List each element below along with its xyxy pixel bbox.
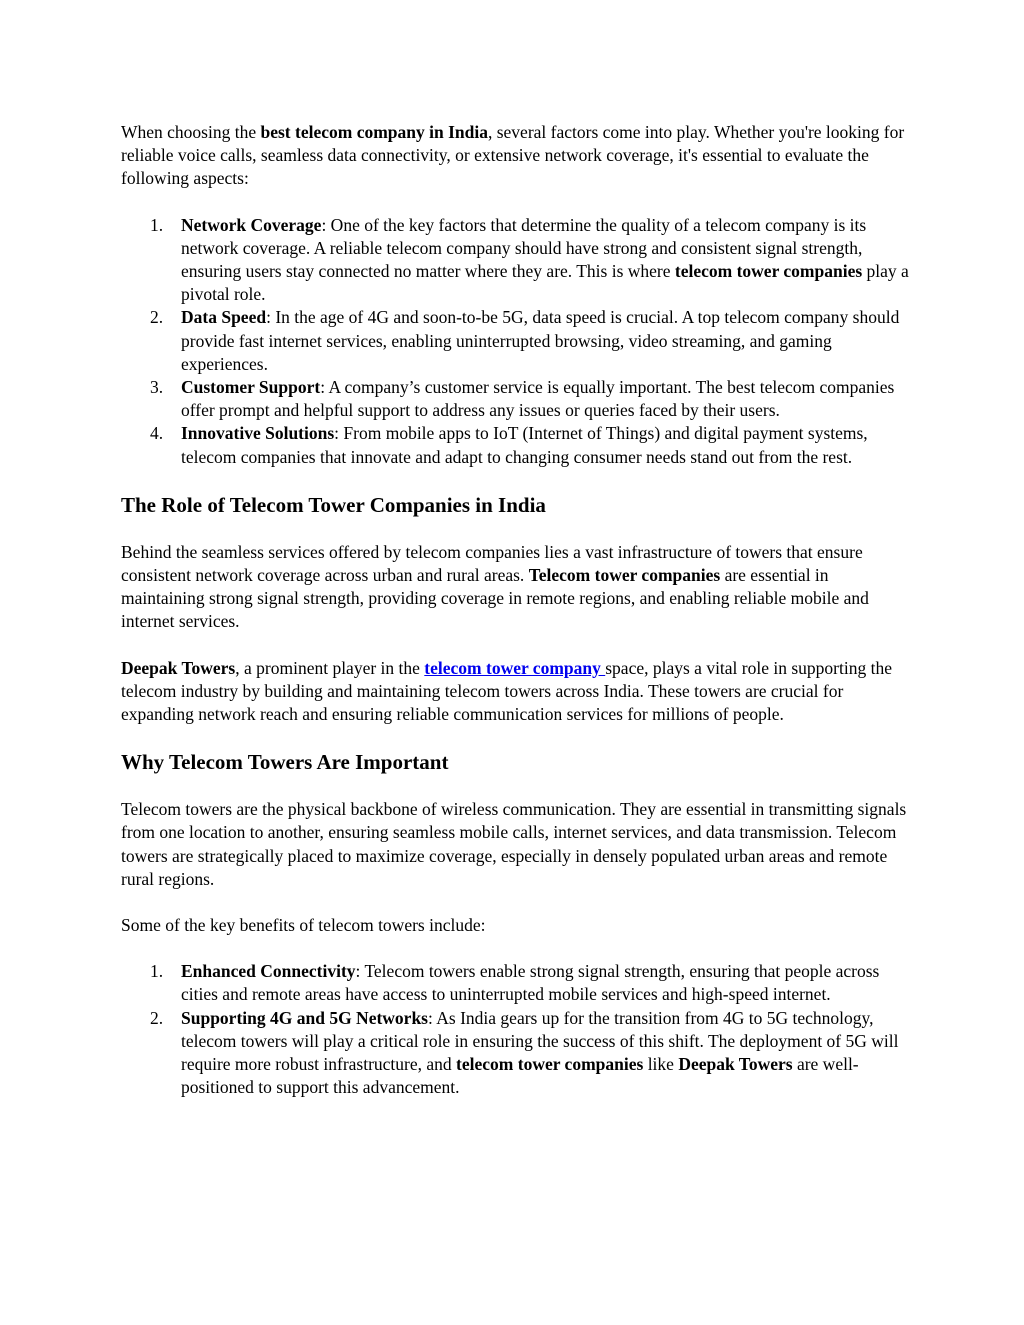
role-paragraph bbox=[121, 541, 911, 634]
deepak-paragraph bbox=[121, 657, 911, 727]
list-item-bold: Deepak Towers bbox=[678, 1054, 793, 1075]
list-item bbox=[121, 1007, 911, 1100]
list-item-text: : As India gears up for the transition from 4G to 5G technology, telecom towers will play a critical role in ensuring the success of this shift. The deployment of 5G will require more robust infrastructure, and bbox=[181, 1007, 899, 1075]
list-item-title: Enhanced Connectivity bbox=[181, 961, 356, 982]
list-item-text: are well-positioned to support this advancement. bbox=[181, 1054, 859, 1098]
list-item bbox=[121, 960, 911, 1006]
list-number: 1. bbox=[150, 961, 164, 982]
role-text-continued: are essential in maintaining strong signal strength, providing coverage in remote regions, and enabling reliable mobile and internet services. bbox=[121, 565, 869, 632]
deepak-bold-name: Deepak Towers bbox=[121, 657, 236, 678]
list-number: 2. bbox=[150, 307, 164, 328]
intro-bold-keyword: best telecom company in India bbox=[260, 122, 488, 142]
deepak-text-continued: space, plays a vital role in supporting the telecom industry by building and maintaining telecom towers across India. These towers are crucial for expanding network reach and ensuring reliable communication services for millions of people. bbox=[121, 657, 892, 725]
list-item-title: Supporting 4G and 5G Networks bbox=[181, 1007, 428, 1028]
benefits-intro: Some of the key benefits of telecom towers include: bbox=[121, 915, 486, 936]
intro-text: When choosing the bbox=[121, 122, 261, 142]
intro-paragraph bbox=[121, 121, 911, 191]
role-text: Behind the seamless services offered by telecom companies lies a vast infrastructure of towers that ensure consistent network coverage across urban and rural areas. bbox=[121, 541, 863, 586]
list-item-title: Data Speed bbox=[181, 307, 267, 328]
list-item-text: : A company’s customer service is equally important. The best telecom companies offer prompt and helpful support to address any issues or queries faced by their users. bbox=[181, 377, 895, 421]
list-number: 4. bbox=[150, 423, 164, 444]
list-item bbox=[121, 422, 911, 468]
list-number: 3. bbox=[150, 377, 164, 398]
list-item-text: : In the age of 4G and soon-to-be 5G, data speed is crucial. A top telecom company should provide fast internet services, enabling uninterrupted browsing, video streaming, and gaming experiences. bbox=[181, 307, 900, 374]
list-item-bold: telecom tower companies bbox=[456, 1054, 644, 1075]
list-item-bold: telecom tower companies bbox=[674, 261, 863, 282]
list-number: 1. bbox=[150, 214, 164, 235]
list-item-text: : One of the key factors that determine the quality of a telecom company is its network coverage. A reliable telecom company should have strong and consistent signal strength, ensuring users stay connected no matter where they are. This is where bbox=[181, 214, 867, 282]
section-heading-role: The Role of Telecom Tower Companies in India bbox=[121, 492, 546, 517]
section-heading-why: Why Telecom Towers Are Important bbox=[121, 750, 449, 775]
list-number: 2. bbox=[150, 1007, 164, 1028]
telecom-tower-company-link[interactable]: telecom tower company bbox=[424, 657, 606, 678]
list-item bbox=[121, 214, 911, 307]
document-page bbox=[121, 121, 911, 1100]
list-item-text: play a pivotal role. bbox=[181, 261, 909, 305]
list-item bbox=[121, 376, 911, 422]
list-item bbox=[121, 306, 911, 376]
role-bold-keyword: Telecom tower companies bbox=[528, 565, 721, 586]
benefits-list bbox=[121, 960, 911, 1099]
why-paragraph: Telecom towers are the physical backbone of wireless communication. They are essential in transmitting signals from one location to another, ensuring seamless mobile calls, internet services, and data transmission. Telecom towers are strategically placed to maximize coverage, especially in densely populated urban areas and remote rural regions. bbox=[121, 799, 907, 889]
factors-list bbox=[121, 214, 911, 469]
intro-text-continued: , several factors come into play. Whether you're looking for reliable voice calls, seamless data connectivity, or extensive network coverage, it's essential to evaluate the following aspects: bbox=[121, 122, 905, 189]
list-item-title: Innovative Solutions bbox=[181, 423, 335, 444]
deepak-text: , a prominent player in the bbox=[235, 657, 425, 678]
list-item-title: Network Coverage bbox=[181, 214, 322, 235]
list-item-text: like bbox=[643, 1054, 679, 1075]
list-item-text: : From mobile apps to IoT (Internet of Things) and digital payment systems, telecom companies that innovate and adapt to changing consumer needs stand out from the rest. bbox=[181, 423, 868, 467]
list-item-text: : Telecom towers enable strong signal strength, ensuring that people across cities and remote areas have access to uninterrupted mobile services and high-speed internet. bbox=[181, 961, 880, 1005]
list-item-title: Customer Support bbox=[181, 377, 321, 398]
